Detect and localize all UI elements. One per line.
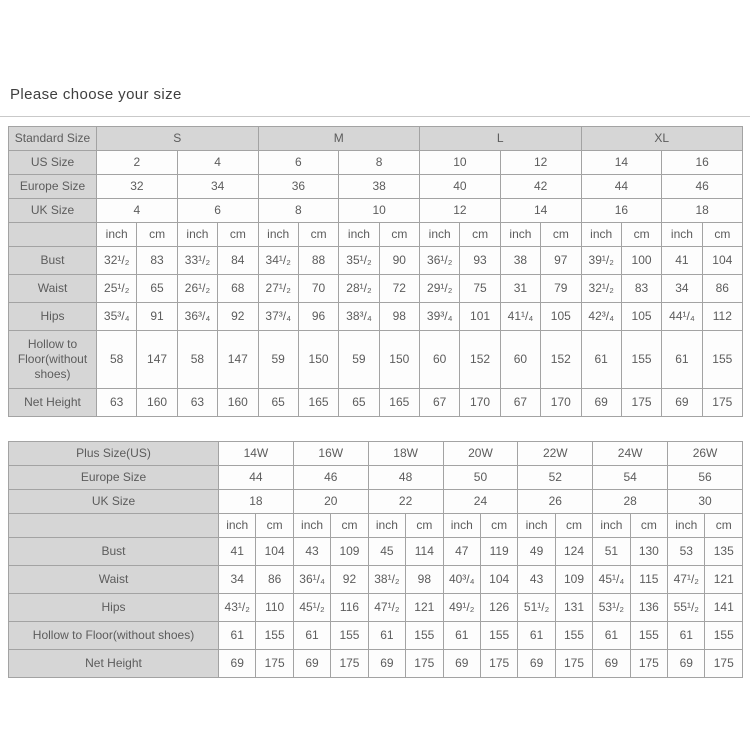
table-row [9,389,743,417]
value-cell: 119 [480,538,517,566]
value-cell: 131 [555,594,592,622]
size-cell: 22W [518,442,593,466]
value-cell: 98 [406,566,443,594]
size-cell: 14W [219,442,294,466]
value-cell: 115 [630,566,667,594]
unit-cell: cm [218,223,258,247]
value-cell: 43¹/₂ [219,594,256,622]
page-title: Please choose your size [10,86,182,103]
unit-cell: inch [177,223,217,247]
value-cell: 155 [702,331,742,389]
row-label: Plus Size(US) [9,442,219,466]
size-cell: 4 [177,151,258,175]
table-row [9,127,743,151]
size-cell: 48 [368,466,443,490]
value-cell: 136 [630,594,667,622]
value-cell: 59 [339,331,379,389]
value-cell: 61 [581,331,621,389]
standard-size-table [8,126,743,417]
value-cell: 121 [406,594,443,622]
value-cell: 175 [406,650,443,678]
value-cell: 69 [518,650,555,678]
value-cell: 152 [541,331,581,389]
value-cell: 141 [705,594,743,622]
unit-cell: cm [331,514,368,538]
value-cell: 116 [331,594,368,622]
value-cell: 39³/₄ [420,303,460,331]
value-cell: 63 [97,389,137,417]
size-cell: 50 [443,466,518,490]
value-cell: 41 [662,247,702,275]
value-cell: 36¹/₄ [293,566,330,594]
value-cell: 147 [218,331,258,389]
size-cell: S [97,127,259,151]
value-cell: 60 [500,331,540,389]
size-cell: 18 [662,199,743,223]
value-cell: 69 [581,389,621,417]
value-cell: 41 [219,538,256,566]
value-cell: 69 [293,650,330,678]
table-row [9,514,743,538]
unit-cell: cm [702,223,742,247]
value-cell: 155 [555,622,592,650]
value-cell: 69 [368,650,405,678]
value-cell: 33¹/₂ [177,247,217,275]
value-cell: 34 [219,566,256,594]
value-cell: 83 [137,247,177,275]
value-cell: 65 [258,389,298,417]
unit-cell: cm [256,514,293,538]
value-cell: 38¹/₂ [368,566,405,594]
value-cell: 45¹/₄ [593,566,630,594]
value-cell: 91 [137,303,177,331]
value-cell: 61 [668,622,705,650]
value-cell: 61 [662,331,702,389]
value-cell: 36³/₄ [177,303,217,331]
value-cell: 65 [339,389,379,417]
value-cell: 55¹/₂ [668,594,705,622]
size-cell: 28 [593,490,668,514]
value-cell: 29¹/₂ [420,275,460,303]
value-cell: 49¹/₂ [443,594,480,622]
value-cell: 67 [500,389,540,417]
value-cell: 121 [705,566,743,594]
row-label: US Size [9,151,97,175]
value-cell: 36¹/₂ [420,247,460,275]
value-cell: 152 [460,331,500,389]
value-cell: 150 [379,331,419,389]
table-row [9,247,743,275]
value-cell: 69 [219,650,256,678]
size-cell: 10 [420,151,501,175]
unit-cell: inch [662,223,702,247]
size-cell: 16W [293,442,368,466]
value-cell: 32¹/₂ [97,247,137,275]
row-label: Net Height [9,389,97,417]
size-cell: 36 [258,175,339,199]
value-cell: 31 [500,275,540,303]
row-label: Waist [9,275,97,303]
unit-cell: inch [443,514,480,538]
table-row [9,223,743,247]
size-cell: 12 [420,199,501,223]
row-label: Hips [9,303,97,331]
value-cell: 97 [541,247,581,275]
value-cell: 86 [256,566,293,594]
value-cell: 155 [621,331,661,389]
value-cell: 124 [555,538,592,566]
value-cell: 40³/₄ [443,566,480,594]
value-cell: 61 [293,622,330,650]
value-cell: 42³/₄ [581,303,621,331]
value-cell: 92 [331,566,368,594]
value-cell: 155 [256,622,293,650]
row-label: Hollow to Floor(without shoes) [9,622,219,650]
size-cell: 56 [668,466,743,490]
value-cell: 109 [555,566,592,594]
size-cell: 44 [581,175,662,199]
size-cell: 26 [518,490,593,514]
value-cell: 72 [379,275,419,303]
table-row [9,566,743,594]
unit-cell: inch [339,223,379,247]
size-cell: 42 [500,175,581,199]
size-cell: 22 [368,490,443,514]
value-cell: 38 [500,247,540,275]
size-cell: 46 [662,175,743,199]
unit-cell: cm [137,223,177,247]
value-cell: 104 [256,538,293,566]
unit-cell: inch [420,223,460,247]
size-cell: 24W [593,442,668,466]
value-cell: 109 [331,538,368,566]
value-cell: 104 [480,566,517,594]
row-label: Hips [9,594,219,622]
value-cell: 53 [668,538,705,566]
unit-cell: inch [668,514,705,538]
value-cell: 61 [219,622,256,650]
value-cell: 51 [593,538,630,566]
value-cell: 84 [218,247,258,275]
row-label: Net Height [9,650,219,678]
table-row [9,622,743,650]
size-cell: 44 [219,466,294,490]
value-cell: 104 [702,247,742,275]
size-cell: M [258,127,420,151]
unit-cell: inch [581,223,621,247]
value-cell: 58 [97,331,137,389]
row-label: Europe Size [9,466,219,490]
unit-cell: cm [621,223,661,247]
size-cell: 46 [293,466,368,490]
size-cell: 8 [258,199,339,223]
size-cell: 6 [258,151,339,175]
size-cell: 18W [368,442,443,466]
unit-cell: cm [379,223,419,247]
value-cell: 155 [705,622,743,650]
value-cell: 41¹/₄ [500,303,540,331]
value-cell: 60 [420,331,460,389]
value-cell: 25¹/₂ [97,275,137,303]
value-cell: 114 [406,538,443,566]
unit-cell: inch [500,223,540,247]
value-cell: 26¹/₂ [177,275,217,303]
value-cell: 47 [443,538,480,566]
plus-size-table [8,441,743,678]
value-cell: 69 [443,650,480,678]
size-cell: 26W [668,442,743,466]
size-cell: 14 [500,199,581,223]
table-row [9,275,743,303]
unit-cell: cm [705,514,743,538]
value-cell: 61 [593,622,630,650]
unit-cell: cm [298,223,338,247]
table-row [9,490,743,514]
table-row [9,594,743,622]
size-cell: 14 [581,151,662,175]
value-cell: 79 [541,275,581,303]
unit-cell: inch [97,223,137,247]
size-cell: 24 [443,490,518,514]
unit-cell: inch [593,514,630,538]
value-cell: 69 [593,650,630,678]
value-cell: 38³/₄ [339,303,379,331]
value-cell: 130 [630,538,667,566]
size-cell: 4 [97,199,178,223]
value-cell: 69 [668,650,705,678]
unit-cell: inch [368,514,405,538]
value-cell: 170 [460,389,500,417]
table-row [9,303,743,331]
size-cell: 20W [443,442,518,466]
unit-cell: cm [555,514,592,538]
size-cell: XL [581,127,743,151]
size-cell: 8 [339,151,420,175]
value-cell: 175 [630,650,667,678]
value-cell: 69 [662,389,702,417]
value-cell: 47¹/₂ [368,594,405,622]
value-cell: 155 [406,622,443,650]
value-cell: 68 [218,275,258,303]
table-row [9,538,743,566]
size-cell: 16 [581,199,662,223]
table-row [9,199,743,223]
value-cell: 51¹/₂ [518,594,555,622]
value-cell: 75 [460,275,500,303]
value-cell: 92 [218,303,258,331]
value-cell: 44¹/₄ [662,303,702,331]
table-row [9,442,743,466]
size-cell: 2 [97,151,178,175]
value-cell: 155 [630,622,667,650]
row-label [9,223,97,247]
value-cell: 165 [298,389,338,417]
size-cell: 38 [339,175,420,199]
size-cell: 30 [668,490,743,514]
table-row [9,331,743,389]
size-cell: 34 [177,175,258,199]
row-label [9,514,219,538]
value-cell: 58 [177,331,217,389]
unit-cell: inch [219,514,256,538]
value-cell: 43 [293,538,330,566]
size-cell: 10 [339,199,420,223]
value-cell: 165 [379,389,419,417]
row-label: Waist [9,566,219,594]
value-cell: 32¹/₂ [581,275,621,303]
value-cell: 34 [662,275,702,303]
value-cell: 100 [621,247,661,275]
value-cell: 61 [368,622,405,650]
row-label: Bust [9,247,97,275]
value-cell: 35³/₄ [97,303,137,331]
size-cell: 12 [500,151,581,175]
value-cell: 135 [705,538,743,566]
value-cell: 175 [702,389,742,417]
unit-cell: inch [258,223,298,247]
value-cell: 49 [518,538,555,566]
unit-cell: cm [480,514,517,538]
row-label: UK Size [9,199,97,223]
value-cell: 175 [480,650,517,678]
unit-cell: inch [293,514,330,538]
value-cell: 45 [368,538,405,566]
value-cell: 160 [137,389,177,417]
value-cell: 93 [460,247,500,275]
value-cell: 47¹/₂ [668,566,705,594]
size-cell: 54 [593,466,668,490]
size-cell: 52 [518,466,593,490]
size-cell: 6 [177,199,258,223]
value-cell: 175 [331,650,368,678]
value-cell: 105 [621,303,661,331]
value-cell: 63 [177,389,217,417]
value-cell: 67 [420,389,460,417]
value-cell: 53¹/₂ [593,594,630,622]
table-row [9,175,743,199]
value-cell: 61 [518,622,555,650]
value-cell: 98 [379,303,419,331]
value-cell: 96 [298,303,338,331]
title-divider [0,116,750,117]
value-cell: 34¹/₂ [258,247,298,275]
table-row [9,650,743,678]
value-cell: 59 [258,331,298,389]
table-row [9,466,743,490]
value-cell: 90 [379,247,419,275]
value-cell: 175 [256,650,293,678]
value-cell: 155 [331,622,368,650]
value-cell: 175 [705,650,743,678]
value-cell: 147 [137,331,177,389]
row-label: Europe Size [9,175,97,199]
row-label: Bust [9,538,219,566]
unit-cell: cm [460,223,500,247]
size-cell: 32 [97,175,178,199]
value-cell: 28¹/₂ [339,275,379,303]
value-cell: 88 [298,247,338,275]
value-cell: 39¹/₂ [581,247,621,275]
row-label: Standard Size [9,127,97,151]
value-cell: 35¹/₂ [339,247,379,275]
value-cell: 175 [555,650,592,678]
value-cell: 101 [460,303,500,331]
unit-cell: inch [518,514,555,538]
value-cell: 43 [518,566,555,594]
size-cell: 18 [219,490,294,514]
value-cell: 150 [298,331,338,389]
size-cell: 40 [420,175,501,199]
value-cell: 70 [298,275,338,303]
unit-cell: cm [630,514,667,538]
row-label: UK Size [9,490,219,514]
value-cell: 27¹/₂ [258,275,298,303]
value-cell: 61 [443,622,480,650]
table-row [9,151,743,175]
value-cell: 175 [621,389,661,417]
value-cell: 105 [541,303,581,331]
row-label: Hollow to Floor(without shoes) [9,331,97,389]
value-cell: 126 [480,594,517,622]
value-cell: 83 [621,275,661,303]
size-cell: L [420,127,582,151]
value-cell: 155 [480,622,517,650]
value-cell: 65 [137,275,177,303]
size-cell: 20 [293,490,368,514]
value-cell: 112 [702,303,742,331]
value-cell: 86 [702,275,742,303]
value-cell: 160 [218,389,258,417]
value-cell: 37³/₄ [258,303,298,331]
size-cell: 16 [662,151,743,175]
value-cell: 45¹/₂ [293,594,330,622]
value-cell: 110 [256,594,293,622]
unit-cell: cm [406,514,443,538]
unit-cell: cm [541,223,581,247]
value-cell: 170 [541,389,581,417]
